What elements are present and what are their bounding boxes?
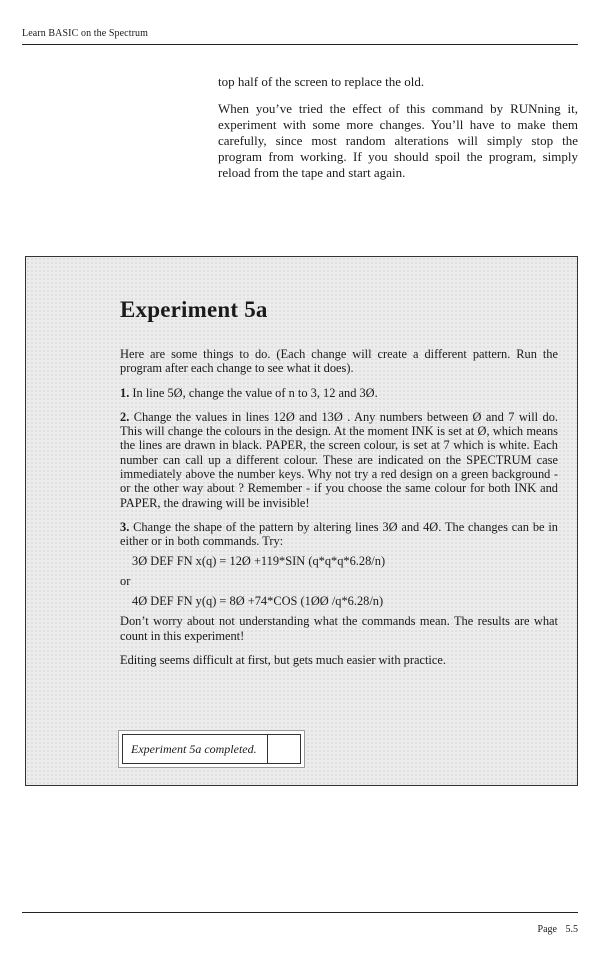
experiment-note: Don’t worry about not understanding what the commands mean. The results are what count in this experiment!: [120, 614, 558, 643]
experiment-box: [25, 256, 578, 786]
completion-checkbox[interactable]: [268, 735, 300, 763]
experiment-body: [120, 347, 558, 677]
intro-paragraph: When you’ve tried the effect of this command by RUNning it, experiment with some more changes. You’ll have to make them carefully, since most random alterations will simply stop the program from working. If you should spoil the program, simply reload from the tape and start again.: [218, 101, 578, 180]
page-label: Page: [537, 924, 557, 935]
step-1: [120, 386, 558, 400]
completion-label: Experiment 5a completed.: [123, 735, 268, 763]
step-text: Change the values in lines 12Ø and 13Ø . Any numbers between Ø and 7 will do. This will change the colours in the design. At the moment INK is set at Ø, which means the lines are drawn in black. PAPER, the screen colour, is set at 7 which is white. Each number can call up a different colour. These are indicated on the SPECTRUM case immediately above the number keys. Why not try a red design on a green background - or the other way about ? Remember - if you choose the same colour for both INK and PAPER, the drawing will be invisible!: [120, 409, 558, 510]
or-separator: or: [120, 573, 131, 588]
header-rule: [22, 44, 578, 45]
step-2: [120, 410, 558, 510]
step-number: 3.: [120, 519, 130, 534]
step-number: 2.: [120, 409, 130, 424]
experiment-lead: Here are some things to do. (Each change will create a different pattern. Run the program after each change to see what it does).: [120, 347, 558, 376]
footer-rule: [22, 912, 578, 913]
step-text: In line 5Ø, change the value of n to 3, 12 and 3Ø.: [129, 385, 378, 400]
running-head: Learn BASIC on the Spectrum: [22, 28, 149, 39]
intro-paragraph: top half of the screen to replace the old.: [218, 74, 425, 89]
page-number: [538, 924, 578, 935]
completion-box: [122, 734, 301, 764]
step-number: 1.: [120, 385, 130, 400]
intro-text: [218, 74, 578, 192]
code-line-40: 4Ø DEF FN y(q) = 8Ø +74*COS (1ØØ /q*6.28/n): [132, 594, 384, 609]
editing-note: Editing seems difficult at first, but gets much easier with practice.: [120, 653, 446, 668]
step-3: [120, 520, 558, 549]
experiment-title: Experiment 5a: [120, 297, 268, 322]
page-number-value: 5.5: [565, 924, 578, 935]
step-text: Change the shape of the pattern by altering lines 3Ø and 4Ø. The changes can be in either or in both commands. Try:: [120, 519, 558, 549]
code-line-30: 3Ø DEF FN x(q) = 12Ø +119*SIN (q*q*q*6.28/n): [132, 553, 386, 568]
